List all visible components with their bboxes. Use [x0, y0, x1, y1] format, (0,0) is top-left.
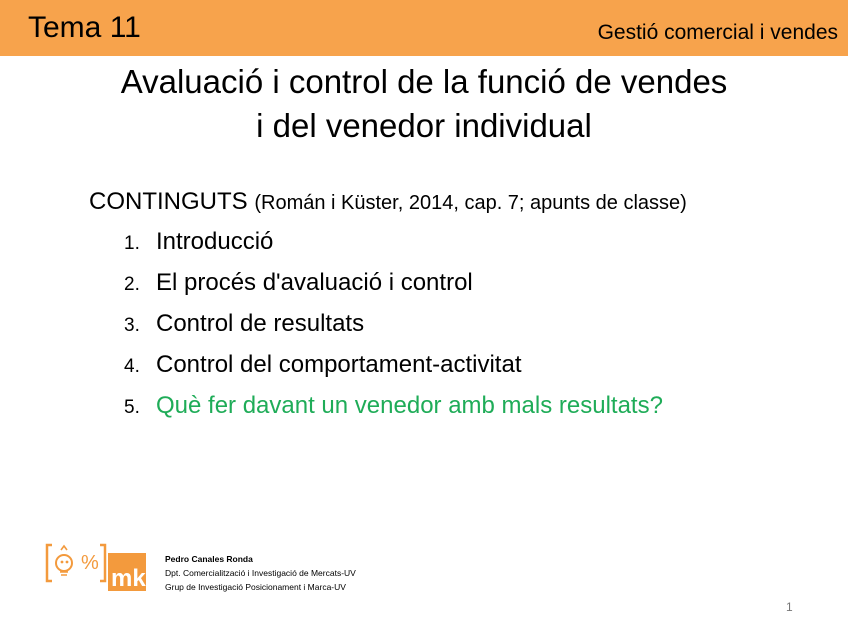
item-number: 3.	[124, 315, 140, 336]
item-text: Què fer davant un venedor amb mals resultats?	[156, 392, 663, 419]
contents-label: CONTINGUTS	[89, 188, 248, 215]
department-name: Dpt. Comercialització i Investigació de Mercats-UV	[165, 568, 356, 578]
item-number: 4.	[124, 356, 140, 377]
topic-label: Tema 11	[28, 11, 141, 44]
item-number: 1.	[124, 233, 140, 254]
research-group-logo	[44, 541, 150, 593]
item-text: Control de resultats	[156, 310, 365, 337]
title-line-2: i del venedor individual	[256, 107, 592, 144]
lightbulb-icon	[56, 555, 72, 571]
title-line-1: Avaluació i control de la funció de vendes	[120, 63, 728, 100]
logo-bracket-right	[100, 545, 105, 581]
list-item	[124, 349, 663, 390]
footer-credits	[165, 552, 356, 594]
list-item	[124, 226, 663, 267]
slide-title	[0, 60, 848, 148]
contents-heading	[89, 186, 687, 219]
contents-reference: (Román i Küster, 2014, cap. 7; apunts de classe)	[254, 192, 687, 214]
author-name: Pedro Canales Ronda	[165, 554, 253, 564]
list-item	[124, 308, 663, 349]
research-group-name: Grup de Investigació Posicionament i Marca-UV	[165, 582, 346, 592]
logo-bracket-left	[47, 545, 52, 581]
item-number: 5.	[124, 397, 140, 418]
logo-mk-text: mk	[111, 565, 146, 592]
item-number: 2.	[124, 274, 140, 295]
course-name: Gestió comercial i vendes	[597, 21, 838, 44]
contents-list	[124, 226, 663, 431]
item-text: Control del comportament-activitat	[156, 351, 522, 378]
page-number: 1	[786, 600, 793, 614]
list-item	[124, 267, 663, 308]
item-text: Introducció	[156, 228, 274, 255]
list-item-highlighted	[124, 390, 663, 431]
slide-header	[0, 0, 848, 56]
item-text: El procés d'avaluació i control	[156, 269, 473, 296]
logo-percent: %	[81, 552, 99, 574]
